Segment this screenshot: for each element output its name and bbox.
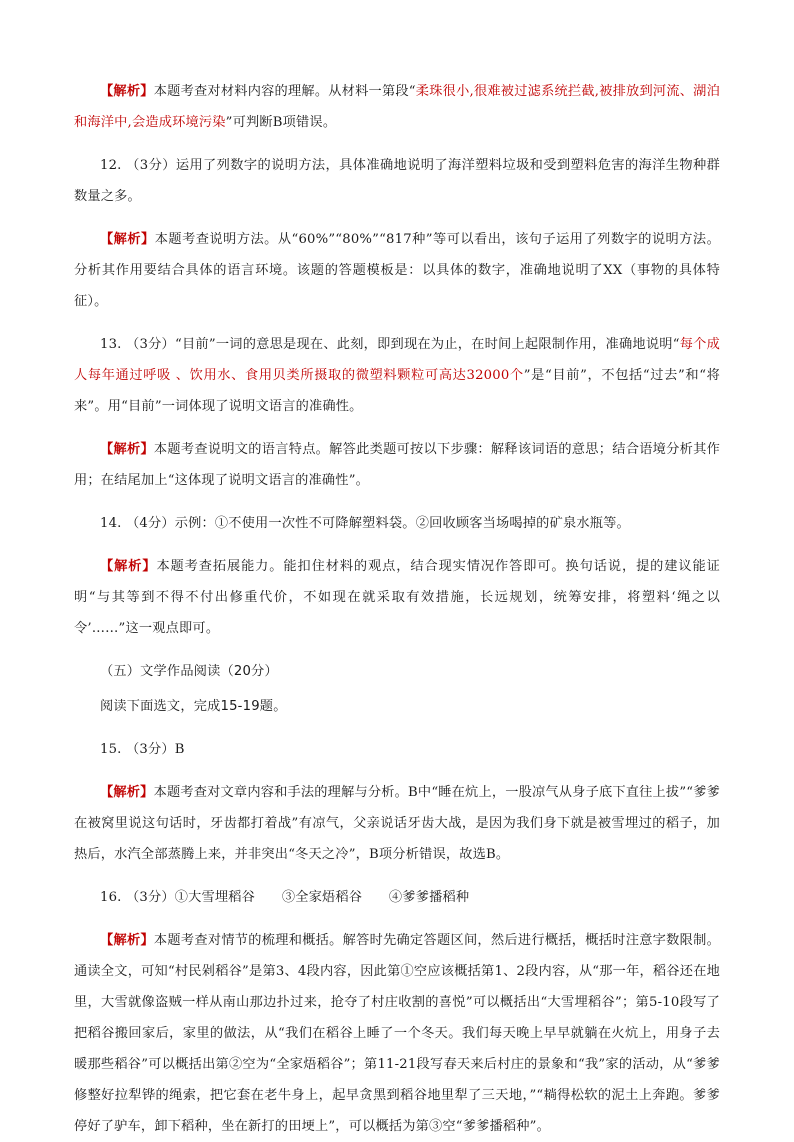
analysis-text: 本题考查对文章内容和手法的理解与分析。B中“睡在炕上，一股凉气从身子底下直往上拔”“爹爹在被窝里说这句话时，牙齿都打着战”有凉气，父亲说话牙齿大战，是因为我们身下就是被雪埋过的稻子，加热后，水汽全部蒸腾上来，并非突出“冬天之冷”，B项分析错误，故选B。 [74, 785, 720, 862]
answer-text: 12. （3分）运用了列数字的说明方法，具体准确地说明了海洋塑料垃圾和受到塑料危害的海洋生物种群数量之多。 [74, 158, 720, 204]
analysis-text: 本题考查对情节的梳理和概括。解答时先确定答题区间，然后进行概括，概括时注意字数限制。通读全文，可知“村民剁稻谷”是第3、4段内容，因此第①空应该概括第1、2段内容，从“那一年，稻谷还在地里，大雪就像盗贼一样从南山那边扑过来，抢夺了村庄收割的喜悦”可以概括出“大雪埋稻谷”；第5-10段写了把稻谷搬回家后，家里的做法，从“我们在稻谷上睡了一个冬天。我们每天晚上早早就躺在火炕上，用身子去暖那些稻谷”可以概括出第②空为“全家焐稻谷”；第11-21段写春天来后村庄的景象和“我”家的活动，从“爹爹修整好拉犁铧的绳索，把它套在老牛身上，起早贪黑到稻谷地里犁了三天地，”“耥得松软的泥土上奔跑。爹爹停好了驴车，卸下稻种，坐在新打的田埂上”，可以概括为第③空“爹爹播稻种”。 [74, 933, 720, 1134]
analysis-paragraph [74, 925, 720, 1142]
answer-text: 14. （4分）示例：①不使用一次性不可降解塑料袋。②回收顾客当场喝掉的矿泉水瓶等。 [100, 516, 630, 531]
section-heading: （五）文学作品阅读（20分） [100, 664, 278, 679]
analysis-text: 本题考查说明文的语言特点。解答此类题可按以下步骤：解释该词语的意思；结合语境分析其作用；在结尾加上“这体现了说明文语言的准确性”。 [74, 442, 720, 488]
analysis-tag: 【解析】 [100, 785, 154, 800]
analysis-tag: 【解析】 [100, 933, 154, 948]
analysis-paragraph [74, 76, 720, 138]
answer-paragraph [74, 734, 720, 765]
analysis-tag: 【解析】 [100, 232, 155, 247]
answer-text: 16. （3分）①大雪埋稻谷 ③全家焐稻谷 ④爹爹播稻种 [100, 890, 470, 905]
answer-paragraph [74, 508, 720, 539]
analysis-paragraph [74, 224, 720, 317]
analysis-text: 本题考查对材料内容的理解。从材料一第段“ [153, 84, 416, 99]
analysis-tag: 【解析】 [100, 559, 157, 574]
answer-text: ”是“目前”，不包括“过去”和“将来”。用“目前”一词体现了说明文语言的准确性。 [74, 368, 720, 414]
answer-paragraph [74, 150, 720, 212]
analysis-paragraph [74, 551, 720, 644]
answer-text: 15. （3分）B [100, 742, 185, 757]
section-instruction: 阅读下面选文，完成15-19题。 [100, 699, 287, 714]
analysis-paragraph [74, 777, 720, 870]
quoted-text: 每个成人每年通过呼吸 、饮用水、食用贝类所摄取的微塑料颗粒可高达32000个 [74, 337, 720, 383]
answer-text: 13. （3分）“目前”一词的意思是现在、此刻，即到现在为止，在时间上起限制作用，准确地说明“ [100, 337, 680, 352]
analysis-tag: 【解析】 [100, 442, 154, 457]
answer-paragraph [74, 329, 720, 422]
analysis-paragraph [74, 434, 720, 496]
analysis-text: 本题考查说明方法。从“60%”“80%”“817种”等可以看出，该句子运用了列数字的说明方法。分析其作用要结合具体的语言环境。该题的答题模板是：以具体的数字，准确地说明了XX（事物的具体特征）。 [74, 232, 720, 309]
analysis-text: 本题考查拓展能力。能扣住材料的观点，结合现实情况作答即可。换句话说，提的建议能证明“与其等到不得不付出修重代价，不如现在就采取有效措施，长远规划，统筹安排，将塑料‘绳之以令’……”这一观点即可。 [74, 559, 720, 636]
analysis-text: ”可判断B项错误。 [225, 115, 337, 130]
analysis-tag: 【解析】 [100, 84, 154, 99]
quoted-text: 柔珠很小,很难被过滤系统拦截,被排放到河流、湖泊和海洋中,会造成环境污染 [74, 84, 720, 130]
answer-paragraph [74, 882, 720, 913]
